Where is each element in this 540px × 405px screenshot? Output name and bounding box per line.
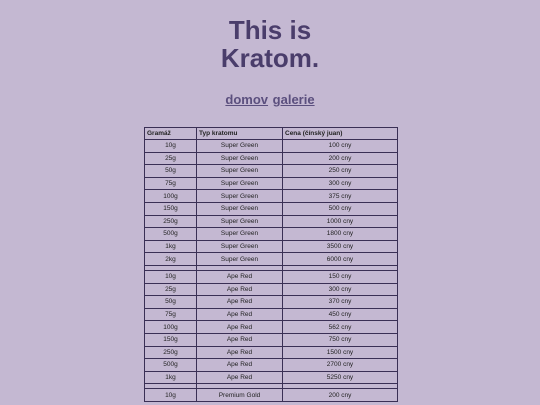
cell-type: Ape Red bbox=[197, 333, 283, 346]
cell-type: Super Green bbox=[197, 165, 283, 178]
cell-type: Ape Red bbox=[197, 359, 283, 372]
cell-weight: 100g bbox=[145, 190, 197, 203]
cell-weight: 75g bbox=[145, 177, 197, 190]
cell-weight: 25g bbox=[145, 283, 197, 296]
table-row bbox=[145, 215, 398, 228]
cell-weight: 1kg bbox=[145, 240, 197, 253]
price-table bbox=[144, 127, 398, 402]
cell-weight: 150g bbox=[145, 202, 197, 215]
cell-weight: 25g bbox=[145, 152, 197, 165]
cell-type: Super Green bbox=[197, 253, 283, 266]
cell-price: 3500 cny bbox=[283, 240, 398, 253]
table-row bbox=[145, 270, 398, 283]
title-line-1: This is bbox=[228, 15, 312, 45]
table-row bbox=[145, 165, 398, 178]
cell-weight: 10g bbox=[145, 270, 197, 283]
cell-type: Ape Red bbox=[197, 270, 283, 283]
cell-weight: 150g bbox=[145, 333, 197, 346]
cell-type: Super Green bbox=[197, 140, 283, 153]
cell-price: 100 cny bbox=[283, 140, 398, 153]
column-header-type: Typ kratomu bbox=[197, 128, 283, 140]
cell-price: 370 cny bbox=[283, 296, 398, 309]
cell-weight: 50g bbox=[145, 165, 197, 178]
title-line-2: Kratom. bbox=[220, 43, 320, 73]
cell-weight: 10g bbox=[145, 389, 197, 402]
table-row bbox=[145, 177, 398, 190]
table-header-row bbox=[145, 128, 398, 140]
nav-link-gallery[interactable]: galerie bbox=[272, 92, 315, 107]
price-table-body bbox=[145, 140, 398, 402]
cell-type: Ape Red bbox=[197, 371, 283, 384]
cell-weight: 50g bbox=[145, 296, 197, 309]
table-row bbox=[145, 308, 398, 321]
table-row bbox=[145, 228, 398, 241]
cell-type: Ape Red bbox=[197, 296, 283, 309]
cell-weight: 500g bbox=[145, 228, 197, 241]
table-row bbox=[145, 321, 398, 334]
cell-weight: 250g bbox=[145, 346, 197, 359]
cell-type: Super Green bbox=[197, 152, 283, 165]
nav-links bbox=[0, 92, 540, 107]
cell-price: 450 cny bbox=[283, 308, 398, 321]
cell-price: 750 cny bbox=[283, 333, 398, 346]
page-title bbox=[0, 16, 540, 72]
table-row bbox=[145, 190, 398, 203]
cell-price: 1800 cny bbox=[283, 228, 398, 241]
cell-price: 300 cny bbox=[283, 283, 398, 296]
nav-link-home[interactable]: domov bbox=[225, 92, 269, 107]
cell-type: Ape Red bbox=[197, 308, 283, 321]
table-row bbox=[145, 253, 398, 266]
table-row bbox=[145, 389, 398, 402]
cell-price: 500 cny bbox=[283, 202, 398, 215]
cell-price: 300 cny bbox=[283, 177, 398, 190]
cell-type: Super Green bbox=[197, 190, 283, 203]
table-row bbox=[145, 140, 398, 153]
cell-type: Super Green bbox=[197, 240, 283, 253]
cell-price: 150 cny bbox=[283, 270, 398, 283]
table-row bbox=[145, 240, 398, 253]
cell-price: 250 cny bbox=[283, 165, 398, 178]
cell-weight: 100g bbox=[145, 321, 197, 334]
cell-type: Premium Gold bbox=[197, 389, 283, 402]
cell-price: 562 cny bbox=[283, 321, 398, 334]
cell-price: 5250 cny bbox=[283, 371, 398, 384]
table-row bbox=[145, 371, 398, 384]
cell-weight: 500g bbox=[145, 359, 197, 372]
cell-type: Ape Red bbox=[197, 283, 283, 296]
cell-weight: 1kg bbox=[145, 371, 197, 384]
table-row bbox=[145, 346, 398, 359]
cell-type: Ape Red bbox=[197, 346, 283, 359]
cell-price: 200 cny bbox=[283, 152, 398, 165]
cell-weight: 75g bbox=[145, 308, 197, 321]
table-row bbox=[145, 152, 398, 165]
cell-weight: 250g bbox=[145, 215, 197, 228]
cell-type: Super Green bbox=[197, 228, 283, 241]
cell-price: 375 cny bbox=[283, 190, 398, 203]
cell-type: Super Green bbox=[197, 215, 283, 228]
cell-price: 200 cny bbox=[283, 389, 398, 402]
table-row bbox=[145, 296, 398, 309]
table-row bbox=[145, 333, 398, 346]
table-row bbox=[145, 283, 398, 296]
cell-price: 2700 cny bbox=[283, 359, 398, 372]
table-row bbox=[145, 202, 398, 215]
cell-price: 6000 cny bbox=[283, 253, 398, 266]
cell-type: Super Green bbox=[197, 177, 283, 190]
cell-price: 1000 cny bbox=[283, 215, 398, 228]
table-row bbox=[145, 359, 398, 372]
column-header-price: Cena (čínský juan) bbox=[283, 128, 398, 140]
column-header-weight: Gramáž bbox=[145, 128, 197, 140]
cell-type: Super Green bbox=[197, 202, 283, 215]
cell-weight: 2kg bbox=[145, 253, 197, 266]
cell-type: Ape Red bbox=[197, 321, 283, 334]
cell-price: 1500 cny bbox=[283, 346, 398, 359]
cell-weight: 10g bbox=[145, 140, 197, 153]
